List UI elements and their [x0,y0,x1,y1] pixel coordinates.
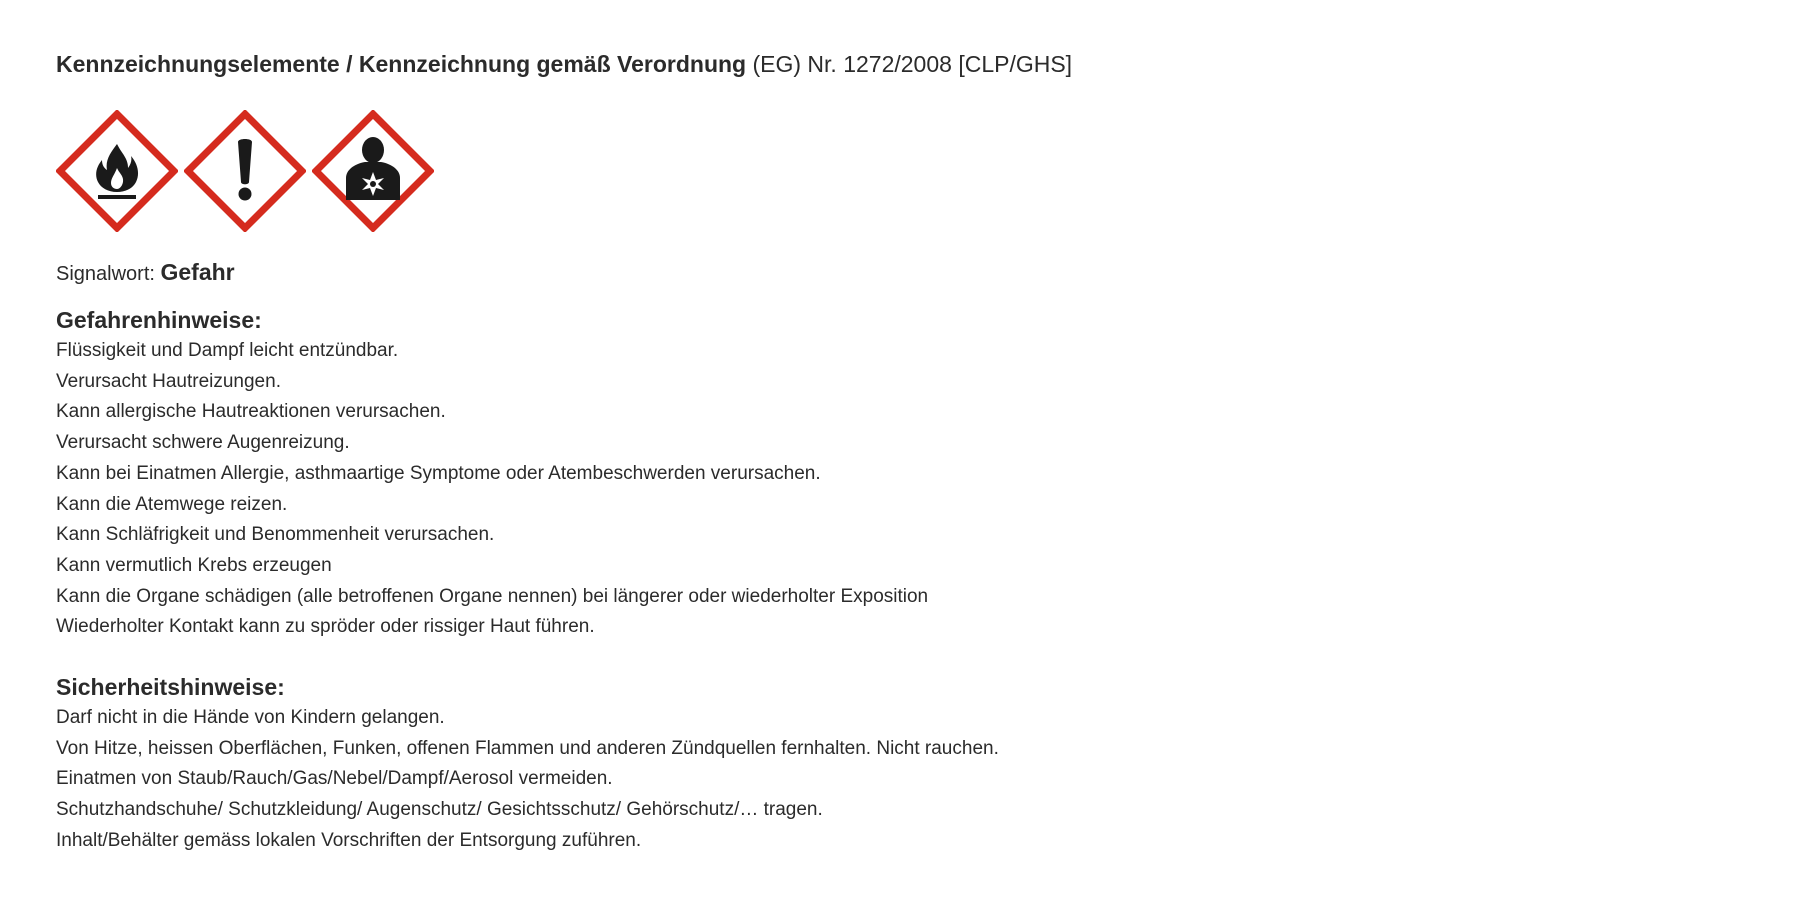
signal-word: Gefahr [160,259,235,285]
list-item: Kann Schläfrigkeit und Benommenheit verursachen. [56,524,495,546]
precautionary-statements-list [56,703,999,857]
list-item: Verursacht Hautreizungen. [56,370,281,392]
list-item: Einatmen von Staub/Rauch/Gas/Nebel/Dampf/Aerosol vermeiden. [56,768,613,790]
signal-word-label: Signalwort: [56,263,161,285]
list-item: Kann bei Einatmen Allergie, asthmaartige Symptome oder Atembeschwerden verursachen. [56,462,821,484]
list-item: Kann die Organe schädigen (alle betroffenen Organe nennen) bei längerer oder wiederholter Exposition [56,585,929,607]
list-item: Schutzhandschuhe/ Schutzkleidung/ Augenschutz/ Gesichtsschutz/ Gehörschutz/… tragen. [56,799,823,821]
list-item: Verursacht schwere Augenreizung. [56,432,350,454]
list-item: Wiederholter Kontakt kann zu spröder oder rissiger Haut führen. [56,616,595,638]
list-item: Kann die Atemwege reizen. [56,493,288,515]
ghs08-health-hazard-icon [312,110,434,232]
precautionary-statements-title: Sicherheitshinweise: [56,674,285,700]
ghs07-exclamation-mark-icon [184,110,306,232]
section-heading-bold: Kennzeichnungselemente / Kennzeichnung gemäß Verordnung [56,51,747,77]
ghs02-flame-icon [56,110,178,232]
ghs-pictograms [56,110,434,232]
section-heading [56,48,1072,80]
list-item: Darf nicht in die Hände von Kindern gelangen. [56,707,445,728]
hazard-statements-list [56,336,928,643]
signal-word-line [56,257,235,289]
list-item: Inhalt/Behälter gemäss lokalen Vorschriften der Entsorgung zuführen. [56,829,642,851]
list-item: Kann vermutlich Krebs erzeugen [56,554,332,576]
precautionary-statements [56,671,999,857]
list-item: Von Hitze, heissen Oberflächen, Funken, offenen Flammen und anderen Zündquellen fernhalten. Nicht rauchen. [56,737,999,759]
list-item: Flüssigkeit und Dampf leicht entzündbar. [56,340,399,361]
section-heading-regulation: (EG) Nr. 1272/2008 [CLP/GHS] [746,51,1073,77]
hazard-statements [56,304,928,643]
list-item: Kann allergische Hautreaktionen verursachen. [56,401,446,423]
hazard-statements-title: Gefahrenhinweise: [56,307,262,333]
